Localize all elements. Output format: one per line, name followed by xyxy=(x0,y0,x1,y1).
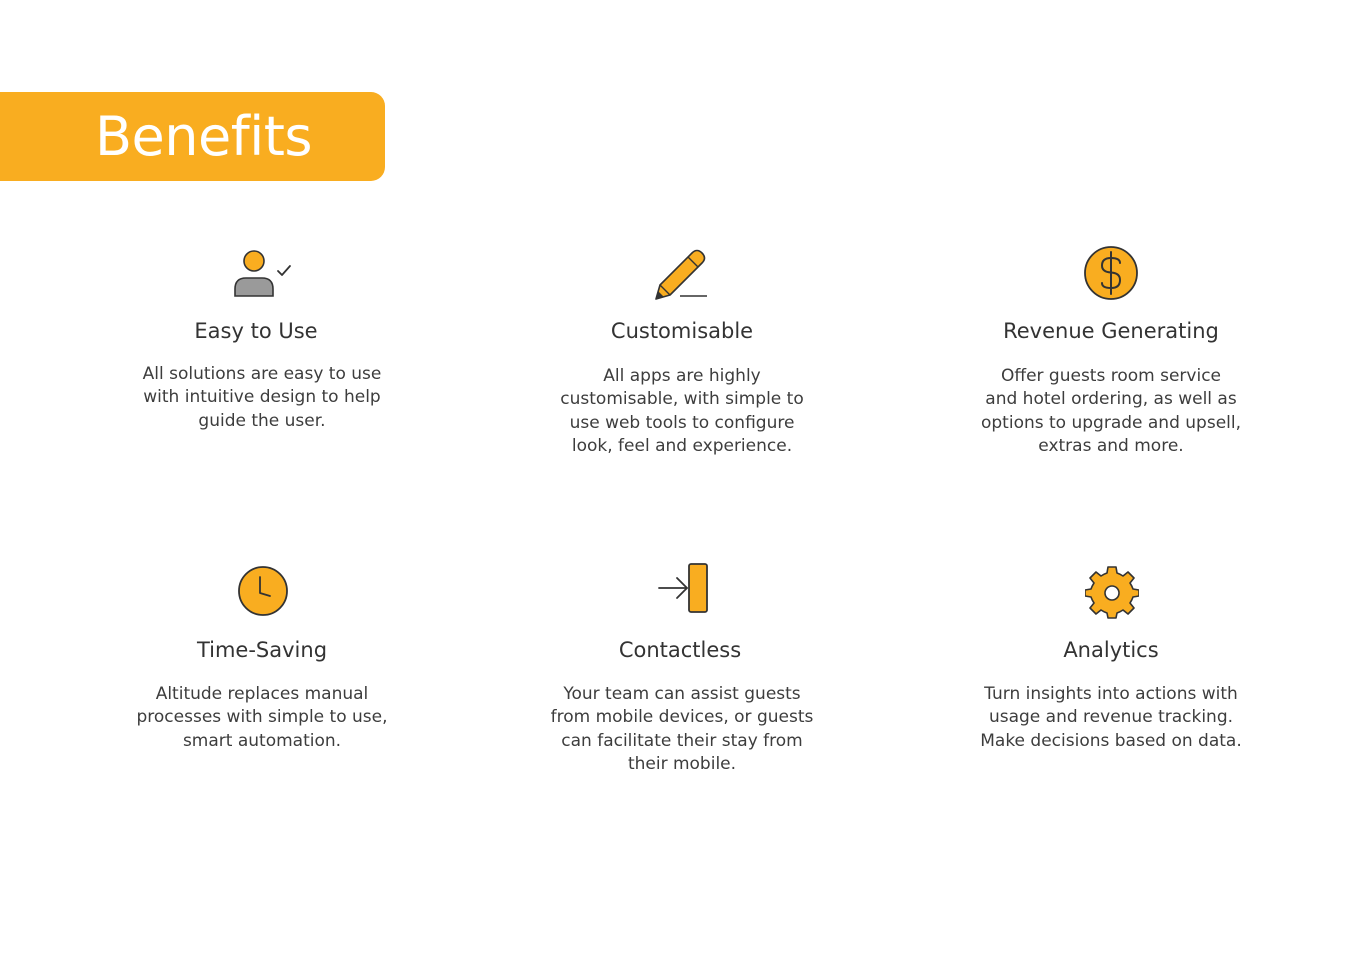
benefit-description-line: All apps are highly xyxy=(603,366,761,386)
benefit-description-line: from mobile devices, or guests xyxy=(550,707,814,728)
benefit-description-line: options to upgrade and upsell, xyxy=(980,412,1242,433)
benefit-description-line: their mobile. xyxy=(627,753,737,774)
benefit-description-line: Make decisions based on data. xyxy=(980,730,1242,751)
benefit-description-line: with intuitive design to help xyxy=(143,387,381,408)
benefit-title: Time-Saving xyxy=(196,638,328,662)
benefit-title: Analytics xyxy=(1063,638,1159,662)
enter-door-icon xyxy=(656,562,712,616)
benefit-description-line: Altitude replaces manual xyxy=(155,684,369,704)
benefit-description-line: look, feel and experience. xyxy=(571,435,793,456)
benefit-description-line: Turn insights into actions with xyxy=(984,684,1238,704)
benefit-description-line: Offer guests room service xyxy=(1000,366,1222,386)
benefit-description-line: usage and revenue tracking. xyxy=(988,707,1234,728)
benefit-description xyxy=(961,683,1261,753)
dollar-coin-icon xyxy=(1083,245,1139,301)
benefit-description xyxy=(112,683,412,753)
benefit-description-line: All solutions are easy to use xyxy=(142,364,382,384)
benefit-description xyxy=(112,363,412,433)
benefit-description-line: processes with simple to use, xyxy=(136,707,388,728)
gear-icon xyxy=(1085,566,1139,620)
benefit-description-line: Your team can assist guests xyxy=(563,684,801,704)
benefit-title: Revenue Generating xyxy=(1003,319,1219,343)
benefit-description-line: extras and more. xyxy=(1038,435,1184,456)
benefit-description xyxy=(961,365,1261,458)
benefit-description-line: customisable, with simple to xyxy=(560,389,804,410)
benefit-title: Contactless xyxy=(618,638,742,662)
user-check-icon xyxy=(230,247,294,299)
benefit-description-line: guide the user. xyxy=(198,410,326,431)
benefit-title: Customisable xyxy=(610,319,754,343)
clock-icon xyxy=(236,564,290,618)
benefit-description xyxy=(532,683,832,776)
benefit-title: Easy to Use xyxy=(194,319,318,343)
benefit-description-line: can facilitate their stay from xyxy=(561,730,803,751)
benefit-description-line: smart automation. xyxy=(182,730,342,751)
benefit-description-line: and hotel ordering, as well as xyxy=(985,389,1237,410)
pencil-icon xyxy=(652,244,710,300)
benefit-description-line: use web tools to configure xyxy=(569,412,795,433)
page-title: Benefits xyxy=(95,105,313,168)
benefit-description xyxy=(532,365,832,458)
